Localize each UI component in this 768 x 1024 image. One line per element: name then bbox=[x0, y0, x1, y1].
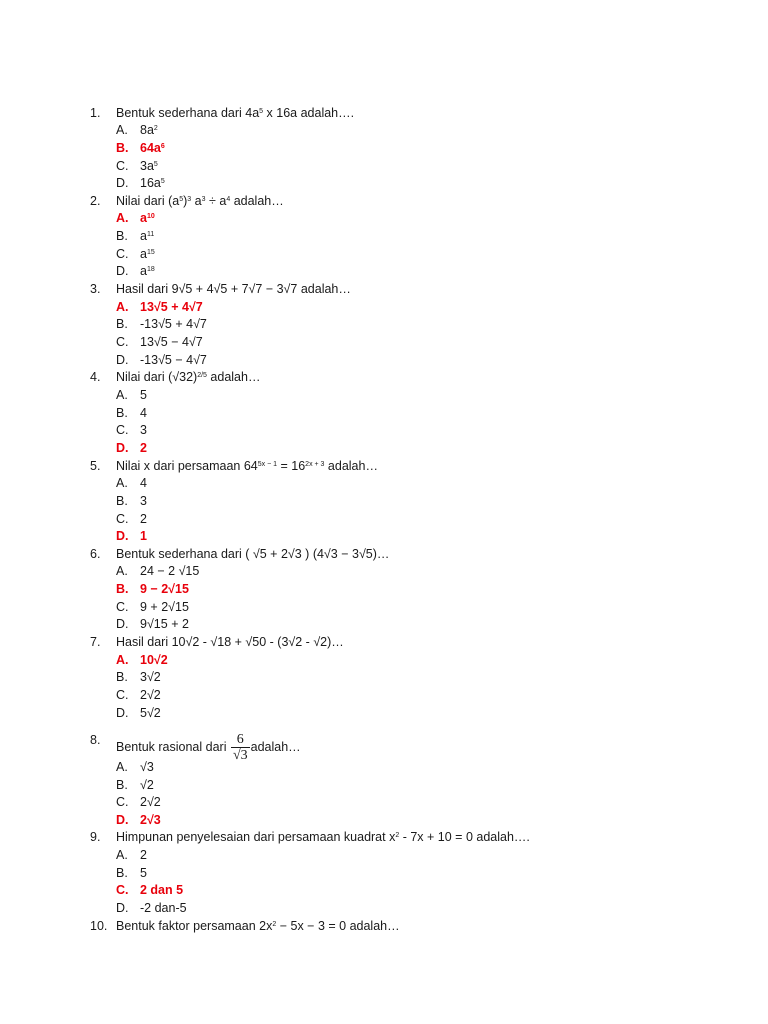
option-letter: D. bbox=[116, 617, 129, 631]
option-text: $16a^5$ bbox=[140, 176, 165, 190]
option-text: -13√5 − 4√7 bbox=[140, 353, 207, 367]
question-number: 6. bbox=[90, 547, 101, 561]
option-text: 3√2 bbox=[140, 670, 161, 684]
option-text: -13√5 + 4√7 bbox=[140, 317, 207, 331]
option-text: $8a^2$ bbox=[140, 123, 158, 137]
fraction bbox=[231, 732, 250, 763]
question-number: 4. bbox=[90, 370, 101, 384]
option-text: 2√2 bbox=[140, 795, 161, 809]
option-text: -2 dan-5 bbox=[140, 901, 187, 915]
option-letter: C. bbox=[116, 688, 129, 702]
option-text: $3a^5$ bbox=[140, 159, 158, 173]
option-text: 13√5 + 4√7 bbox=[140, 300, 203, 314]
option-text: 2 bbox=[140, 512, 147, 526]
option-text: $a^{10}$ bbox=[140, 211, 155, 225]
question-number: 3. bbox=[90, 282, 101, 296]
option-text: 2 bbox=[140, 848, 147, 862]
option-text: 13√5 − 4√7 bbox=[140, 335, 203, 349]
question-text: Hasil dari 9√5 + 4√5 + 7√7 − 3√7 adalah… bbox=[116, 282, 351, 296]
option-letter: B. bbox=[116, 866, 128, 880]
question-number: 8. bbox=[90, 733, 101, 747]
option-letter: D. bbox=[116, 901, 129, 915]
option-letter: A. bbox=[116, 388, 128, 402]
question-text: Himpunan penyelesaian dari persamaan kuadrat $x^2 - 7x + 10 = 0$ adalah…. bbox=[116, 830, 530, 844]
option-text: $a^{15}$ bbox=[140, 247, 155, 261]
question-text: Hasil dari 10√2 - √18 + √50 - (3√2 - √2)… bbox=[116, 635, 344, 649]
option-letter: C. bbox=[116, 423, 129, 437]
option-letter: A. bbox=[116, 760, 128, 774]
option-text: 1 bbox=[140, 529, 147, 543]
option-text: 3 bbox=[140, 494, 147, 508]
question-text: Nilai dari $(a^5)^3$ $a^3 \div a^4$ adalah… bbox=[116, 194, 284, 208]
option-text: √2 bbox=[140, 778, 154, 792]
fraction-denominator: √3 bbox=[232, 748, 248, 763]
question-number: 9. bbox=[90, 830, 101, 844]
option-text: 4 bbox=[140, 406, 147, 420]
option-letter: D. bbox=[116, 706, 129, 720]
fraction-numerator: 6 bbox=[236, 732, 244, 747]
question-text: Nilai x dari persamaan $64^{5x - 1} = 16^{2x + 3}$ adalah… bbox=[116, 459, 378, 473]
option-text: $a^{18}$ bbox=[140, 264, 155, 278]
option-letter: D. bbox=[116, 176, 129, 190]
option-text: 5 bbox=[140, 866, 147, 880]
option-letter: A. bbox=[116, 653, 129, 667]
option-letter: B. bbox=[116, 406, 128, 420]
option-letter: C. bbox=[116, 335, 129, 349]
question-text: Bentuk faktor persamaan $2x^2 - 5x - 3 = 0$ adalah… bbox=[116, 919, 400, 933]
option-letter: A. bbox=[116, 476, 128, 490]
option-text: $a^{11}$ bbox=[140, 229, 155, 243]
question-number: 1. bbox=[90, 106, 101, 120]
option-letter: A. bbox=[116, 123, 128, 137]
option-text: 5√2 bbox=[140, 706, 161, 720]
option-letter: C. bbox=[116, 159, 129, 173]
option-letter: C. bbox=[116, 883, 129, 897]
option-text: 2 dan 5 bbox=[140, 883, 184, 897]
option-letter: D. bbox=[116, 353, 129, 367]
question-number: 5. bbox=[90, 459, 101, 473]
option-text: 2√3 bbox=[140, 813, 161, 827]
question-text: Nilai dari $(√32)^{2/5}$ adalah… bbox=[116, 370, 261, 384]
option-letter: A. bbox=[116, 211, 129, 225]
option-letter: B. bbox=[116, 494, 128, 508]
question-number: 7. bbox=[90, 635, 101, 649]
option-text: 24 − 2 √15 bbox=[140, 564, 200, 578]
question-number: 10. bbox=[90, 919, 108, 933]
option-letter: C. bbox=[116, 795, 129, 809]
option-text: 3 bbox=[140, 423, 147, 437]
option-letter: B. bbox=[116, 317, 128, 331]
question-text: Bentuk sederhana dari ( √5 + 2√3 ) (4√3 − 3√5)… bbox=[116, 547, 390, 561]
option-text: 9√15 + 2 bbox=[140, 617, 189, 631]
option-letter: B. bbox=[116, 778, 128, 792]
option-letter: D. bbox=[116, 441, 129, 455]
option-text: 9 − 2√15 bbox=[140, 582, 189, 596]
option-text: $64a^6$ bbox=[140, 141, 165, 155]
option-letter: D. bbox=[116, 264, 129, 278]
option-text: 5 bbox=[140, 388, 147, 402]
question-text: Bentuk rasional dari $\frac{6}{√3}$ adalah… bbox=[116, 732, 301, 763]
option-letter: B. bbox=[116, 229, 128, 243]
option-text: 9 + 2√15 bbox=[140, 600, 189, 614]
option-letter: C. bbox=[116, 512, 129, 526]
option-text: 2 bbox=[140, 441, 147, 455]
option-text: 10√2 bbox=[140, 653, 168, 667]
option-letter: B. bbox=[116, 582, 129, 596]
option-letter: A. bbox=[116, 300, 129, 314]
option-text: √3 bbox=[140, 760, 154, 774]
option-letter: A. bbox=[116, 848, 128, 862]
option-letter: D. bbox=[116, 813, 129, 827]
option-text: 2√2 bbox=[140, 688, 161, 702]
option-letter: D. bbox=[116, 529, 129, 543]
option-text: 4 bbox=[140, 476, 147, 490]
option-letter: B. bbox=[116, 670, 128, 684]
option-letter: B. bbox=[116, 141, 129, 155]
option-letter: C. bbox=[116, 247, 129, 261]
question-text: Bentuk sederhana dari $4a^5$ x 16a adalah…. bbox=[116, 106, 355, 120]
question-number: 2. bbox=[90, 194, 101, 208]
option-letter: A. bbox=[116, 564, 128, 578]
option-letter: C. bbox=[116, 600, 129, 614]
